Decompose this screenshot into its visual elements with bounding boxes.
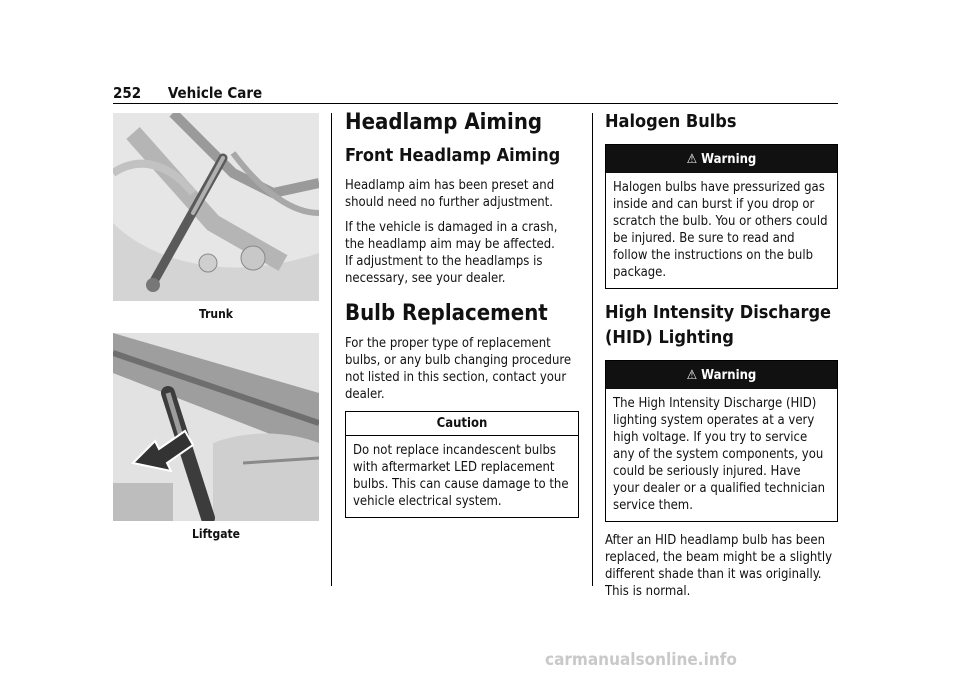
liftgate-caption: Liftgate — [192, 527, 240, 541]
heading-headlamp-aiming: Headlamp Aiming — [345, 110, 543, 135]
paragraph-hid-shade: After an HID headlamp bulb has been replaced, the beam might be a slightly different shade than it was originally. This is normal. — [605, 532, 833, 599]
paragraph-adjustment: If adjustment to the headlamps is necessary, see your dealer. — [345, 253, 543, 286]
column-2 — [345, 110, 579, 528]
warning-text-hid: The High Intensity Discharge (HID) lighting system operates at a very high voltage. If you try to service any of the system components, you could be seriously injured. Have your dealer or a qualified technician service them. — [613, 395, 826, 513]
trunk-strut-image — [113, 113, 319, 301]
caution-title: Caution — [346, 412, 578, 436]
page-header — [113, 84, 262, 102]
column-3 — [605, 110, 838, 608]
warning-title-hid — [606, 361, 837, 389]
heading-bulb-replacement: Bulb Replacement — [345, 300, 548, 326]
warning-triangle-icon: ⚠ — [686, 367, 698, 383]
warning-title-halogen — [606, 145, 837, 173]
warning-box-halogen — [605, 144, 838, 289]
caution-text: Do not replace incandescent bulbs with aftermarket LED replacement bulbs. This can cause damage to the vehicle electrical system. — [353, 443, 569, 510]
warning-triangle-icon: ⚠ — [686, 152, 698, 168]
heading-front-headlamp-aiming: Front Headlamp Aiming — [345, 145, 561, 167]
heading-hid-lighting: High Intensity Discharge (HID) Lighting — [605, 302, 832, 348]
warning-label: Warning — [701, 152, 757, 168]
paragraph-replacement-bulbs: For the proper type of replacement bulbs, or any bulb changing procedure not listed in this section, contact your dealer. — [345, 336, 572, 403]
paragraph-preset: Headlamp aim has been preset and should need no further adjustment. — [345, 177, 555, 210]
caution-box — [345, 411, 579, 518]
liftgate-strut-image — [113, 333, 319, 521]
column-divider-1 — [331, 113, 332, 586]
page-number: 252 — [113, 84, 142, 102]
heading-halogen-bulbs: Halogen Bulbs — [605, 111, 737, 132]
watermark: carmanualsonline.info — [545, 650, 737, 670]
warning-text-halogen: Halogen bulbs have pressurized gas inside and can burst if you drop or scratch the bulb. You or others could be injured. Be sure to read and follow the instructions on the bulb package. — [613, 180, 828, 281]
section-title: Vehicle Care — [167, 84, 263, 102]
column-divider-2 — [592, 113, 593, 586]
header-rule — [113, 103, 838, 104]
paragraph-crash: If the vehicle is damaged in a crash, the headlamp aim may be affected. — [345, 219, 558, 252]
trunk-caption: Trunk — [199, 307, 233, 321]
warning-box-hid — [605, 360, 838, 522]
warning-label: Warning — [701, 367, 757, 383]
